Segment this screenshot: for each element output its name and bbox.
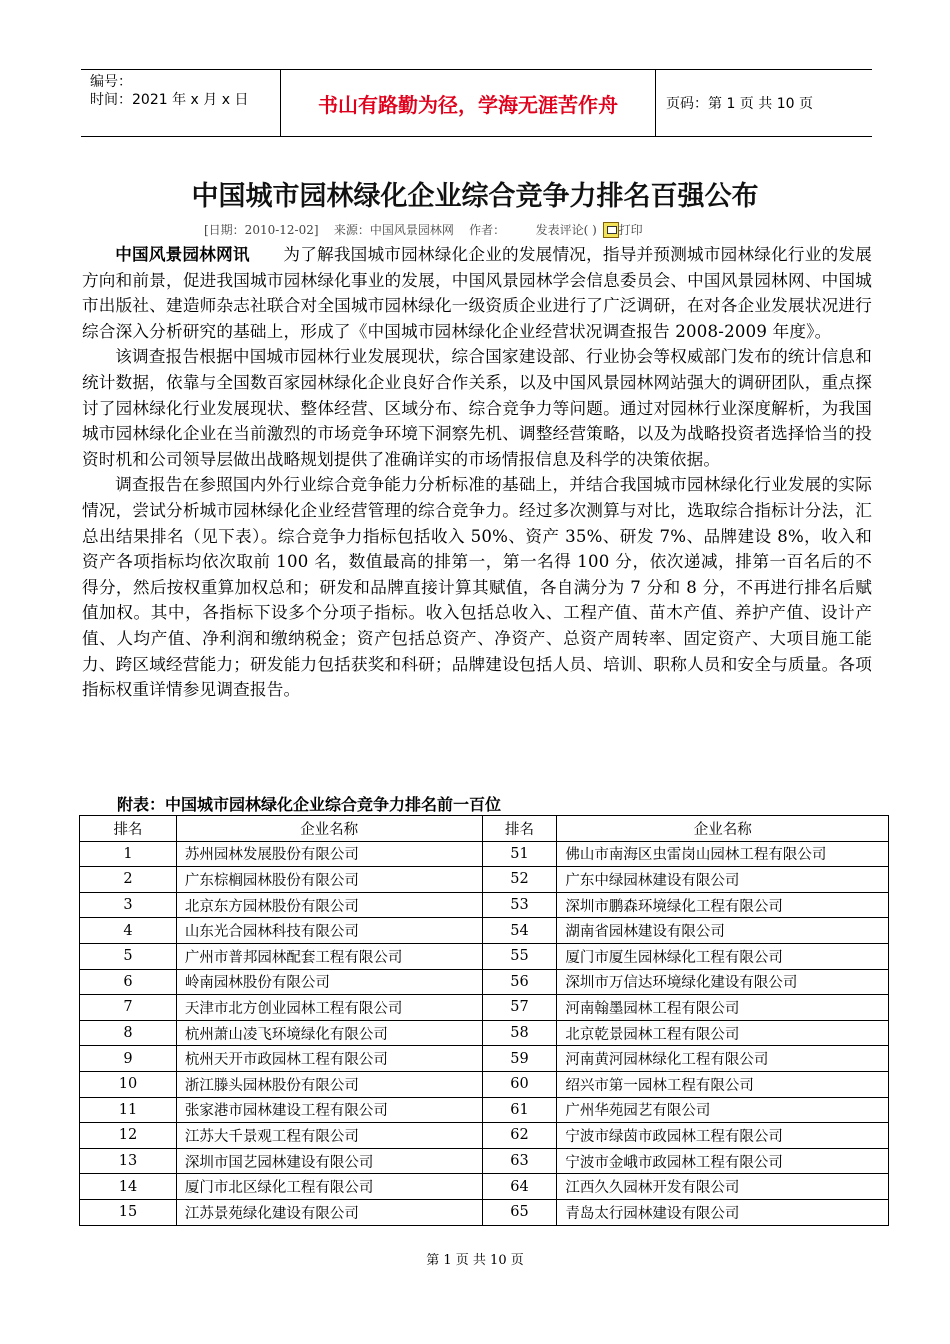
- rank-cell: 12: [80, 1123, 177, 1149]
- table-row: [80, 1123, 889, 1149]
- rank-cell: 52: [482, 867, 557, 893]
- rank-cell: 55: [482, 943, 557, 969]
- company-cell: 岭南园林股份有限公司: [176, 969, 482, 995]
- rank-cell: 15: [80, 1199, 177, 1225]
- rank-cell: 9: [80, 1046, 177, 1072]
- table-row: [80, 969, 889, 995]
- rank-cell: 6: [80, 969, 177, 995]
- table-caption: 附表：中国城市园林绿化企业综合竞争力排名前一百位: [117, 795, 502, 814]
- company-cell: 宁波市金峨市政园林工程有限公司: [557, 1148, 889, 1174]
- table-row: [80, 892, 889, 918]
- rank-cell: 53: [482, 892, 557, 918]
- lead-text: 中国风景园林网讯: [115, 245, 250, 264]
- header-rank: 排名: [482, 816, 557, 842]
- rank-cell: 60: [482, 1071, 557, 1097]
- page-info: 页码：第 1 页 共 10 页: [666, 96, 813, 112]
- table-row: [80, 1071, 889, 1097]
- company-cell: 河南翰墨园林工程有限公司: [557, 995, 889, 1021]
- print-icon[interactable]: [603, 222, 619, 238]
- rank-cell: 65: [482, 1199, 557, 1225]
- header-company: 企业名称: [176, 816, 482, 842]
- rank-cell: 1: [80, 841, 177, 867]
- rank-cell: 14: [80, 1174, 177, 1200]
- rank-cell: 2: [80, 867, 177, 893]
- table-row: [80, 1046, 889, 1072]
- company-cell: 深圳市国艺园林建设有限公司: [176, 1148, 482, 1174]
- header-company: 企业名称: [557, 816, 889, 842]
- company-cell: 杭州天开市政园林工程有限公司: [176, 1046, 482, 1072]
- rank-cell: 58: [482, 1020, 557, 1046]
- rank-cell: 62: [482, 1123, 557, 1149]
- table-row: [80, 995, 889, 1021]
- rank-cell: 13: [80, 1148, 177, 1174]
- company-cell: 山东光合园林科技有限公司: [176, 918, 482, 944]
- header-rank: 排名: [80, 816, 177, 842]
- rank-cell: 7: [80, 995, 177, 1021]
- company-cell: 江西久久园林开发有限公司: [557, 1174, 889, 1200]
- company-cell: 绍兴市第一园林工程有限公司: [557, 1071, 889, 1097]
- table-row: [80, 1148, 889, 1174]
- rank-cell: 56: [482, 969, 557, 995]
- paragraph: 中国风景园林网讯 为了解我国城市园林绿化企业的发展情况，指导并预测城市园林绿化行业的发展方向和前景，促进我国城市园林绿化事业的发展，中国风景园林学会信息委员会、中国风景园林网、中国城市出版社、建造师杂志社联合对全国城市园林绿化一级资质企业进行了广泛调研，在对各企业发展状况进行综合深入分析研究的基础上，形成了《中国城市园林绿化企业经营状况调查报告 2008-2009 年度》。: [82, 245, 873, 341]
- company-cell: 深圳市鹏森环境绿化工程有限公司: [557, 892, 889, 918]
- meta-source: 来源：中国风景园林网: [333, 223, 454, 237]
- rank-cell: 4: [80, 918, 177, 944]
- meta-date: [日期：2010-12-02]: [204, 223, 319, 237]
- page-footer: 第 1 页 共 10 页: [426, 1253, 524, 1268]
- table-header-row: [80, 816, 889, 842]
- company-cell: 广东棕榈园林股份有限公司: [176, 867, 482, 893]
- table-row: [80, 1199, 889, 1225]
- table-row: [80, 918, 889, 944]
- company-cell: 厦门市北区绿化工程有限公司: [176, 1174, 482, 1200]
- rank-cell: 8: [80, 1020, 177, 1046]
- company-cell: 天津市北方创业园林工程有限公司: [176, 995, 482, 1021]
- company-cell: 青岛太行园林建设有限公司: [557, 1199, 889, 1225]
- meta-author: 作者：: [469, 223, 506, 237]
- ranking-table: [79, 815, 889, 1226]
- rank-cell: 11: [80, 1097, 177, 1123]
- rank-cell: 63: [482, 1148, 557, 1174]
- rank-cell: 3: [80, 892, 177, 918]
- company-cell: 杭州萧山凌飞环境绿化有限公司: [176, 1020, 482, 1046]
- company-cell: 苏州园林发展股份有限公司: [176, 841, 482, 867]
- company-cell: 广州市普邦园林配套工程有限公司: [176, 943, 482, 969]
- table-row: [80, 1020, 889, 1046]
- company-cell: 宁波市绿茵市政园林工程有限公司: [557, 1123, 889, 1149]
- table-row: [80, 1174, 889, 1200]
- company-cell: 湖南省园林建设有限公司: [557, 918, 889, 944]
- rank-cell: 51: [482, 841, 557, 867]
- table-row: [80, 867, 889, 893]
- article-title: 中国城市园林绿化企业综合竞争力排名百强公布: [191, 181, 759, 212]
- header-meta: [81, 70, 281, 136]
- table-row: [80, 841, 889, 867]
- company-cell: 浙江滕头园林股份有限公司: [176, 1071, 482, 1097]
- company-cell: 北京乾景园林工程有限公司: [557, 1020, 889, 1046]
- print-link[interactable]: 打印: [618, 223, 643, 237]
- company-cell: 江苏景苑绿化建设有限公司: [176, 1199, 482, 1225]
- rank-cell: 61: [482, 1097, 557, 1123]
- motto: 书山有路勤为径，学海无涯苦作舟: [281, 70, 656, 136]
- time-label: 时间：2021 年 x 月 x 日: [90, 92, 249, 108]
- rank-cell: 59: [482, 1046, 557, 1072]
- document-header: [81, 69, 872, 137]
- paragraph: 该调查报告根据中国城市园林行业发展现状，综合国家建设部、行业协会等权威部门发布的统计信息和统计数据，依靠与全国数百家园林绿化企业良好合作关系，以及中国风景园林网站强大的调研团队，重点探讨了园林绿化行业发展现状、整体经营、区域分布、综合竞争力等问题。通过对园林行业深度解析，为我国城市园林绿化企业在当前激烈的市场竞争环境下洞察先机、调整经营策略，以及为战略投资者选择恰当的投资时机和公司领导层做出战略规划提供了准确详实的市场情报信息及科学的决策依据。: [82, 347, 872, 469]
- rank-cell: 5: [80, 943, 177, 969]
- number-label: 编号：: [90, 74, 132, 90]
- comment-link[interactable]: 发表评论( ): [535, 223, 597, 237]
- company-cell: 张家港市园林建设工程有限公司: [176, 1097, 482, 1123]
- article-body: [82, 242, 872, 703]
- company-cell: 佛山市南海区虫雷岗山园林工程有限公司: [557, 841, 889, 867]
- company-cell: 广东中绿园林建设有限公司: [557, 867, 889, 893]
- table-row: [80, 943, 889, 969]
- company-cell: 广州华苑园艺有限公司: [557, 1097, 889, 1123]
- article-meta: [204, 221, 643, 238]
- company-cell: 河南黄河园林绿化工程有限公司: [557, 1046, 889, 1072]
- company-cell: 江苏大千景观工程有限公司: [176, 1123, 482, 1149]
- paragraph: 调查报告在参照国内外行业综合竞争能力分析标准的基础上，并结合我国城市园林绿化行业发展的实际情况，尝试分析城市园林绿化企业经营管理的综合竞争力。经过多次测算与对比，选取综合指标计分法，汇总出结果排名（见下表）。综合竞争力指标包括收入 50%、资产 35%、研发 7%、品牌建设 8%，收入和资产各项指标均依次取前 100 名，数值最高的排第一，第一名得 100 分，依次递减，排第一百名后的不得分，然后按权重算加权总和；研发和品牌直接计算其赋值，各自满分为 7 分和 8 分，不再进行排名后赋值加权。其中，各指标下设多个分项子指标。收入包括总收入、工程产值、苗木产值、养护产值、设计产值、人均产值、净利润和缴纳税金；资产包括总资产、净资产、总资产周转率、固定资产、大项目施工能力、跨区域经营能力；研发能力包括获奖和科研；品牌建设包括人员、培训、职称人员和安全与质量。各项指标权重详情参见调查报告。: [82, 475, 872, 700]
- rank-cell: 57: [482, 995, 557, 1021]
- rank-cell: 54: [482, 918, 557, 944]
- table-row: [80, 1097, 889, 1123]
- company-cell: 厦门市厦生园林绿化工程有限公司: [557, 943, 889, 969]
- rank-cell: 64: [482, 1174, 557, 1200]
- company-cell: 深圳市万信达环境绿化建设有限公司: [557, 969, 889, 995]
- rank-cell: 10: [80, 1071, 177, 1097]
- company-cell: 北京东方园林股份有限公司: [176, 892, 482, 918]
